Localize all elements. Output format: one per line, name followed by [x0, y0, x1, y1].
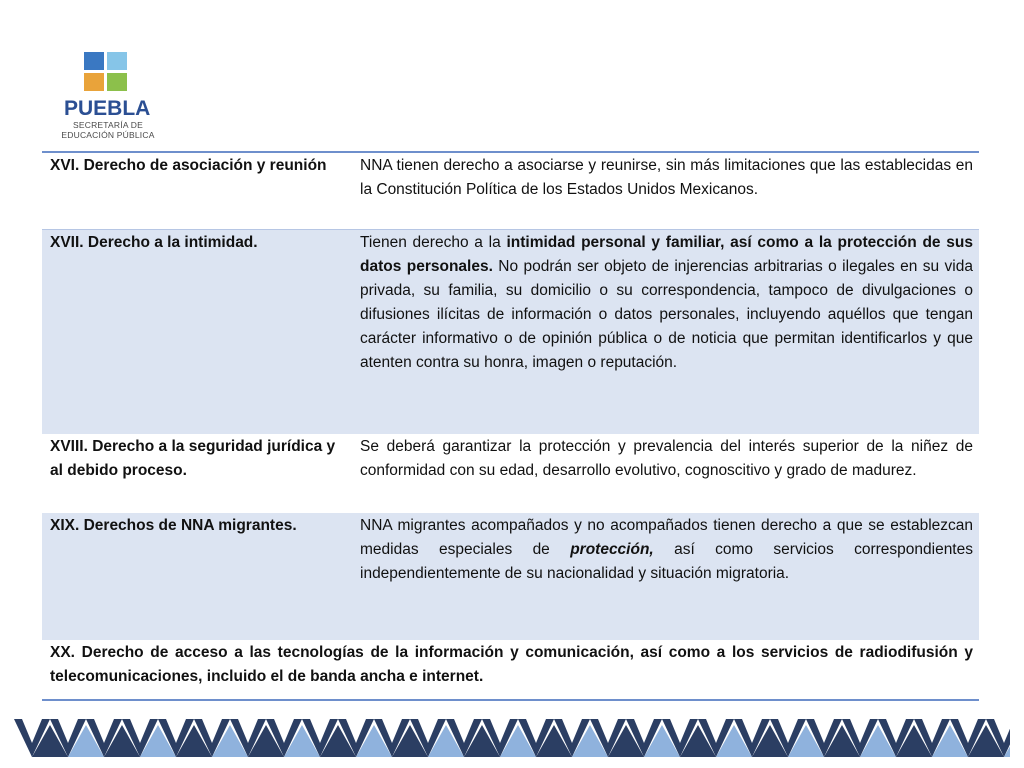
right-description-bold-italic: protección,	[570, 541, 654, 558]
right-description	[352, 513, 979, 640]
right-description-bold: intimidad personal y familiar, así como a la protección de sus datos personales.	[360, 234, 973, 275]
puebla-sep-logo	[52, 50, 164, 142]
decorative-pattern-band	[14, 719, 1010, 757]
logo-subtitle	[52, 120, 164, 140]
logo-subtitle-line2: EDUCACIÓN PÚBLICA	[61, 130, 155, 140]
table-row	[42, 434, 979, 513]
table-row	[42, 229, 979, 434]
logo-squares-icon	[84, 52, 130, 92]
right-description-start: Tienen derecho a la	[360, 234, 507, 251]
right-description: NNA tienen derecho a asociarse y reunirse, sin más limitaciones que las establecidas en la Constitución Política de los Estados Unidos Mexicanos.	[360, 157, 973, 198]
right-description-start: NNA migrantes acompañados y no acompañados tienen derecho a que se establezcan medidas especiales de	[360, 517, 973, 558]
table-row	[42, 153, 979, 229]
right-description-end: No podrán ser objeto de injerencias arbitrarias o ilegales en su vida privada, su familia, su domicilio o su correspondencia, tampoco de divulgaciones o difusiones ilícitas de información o datos personales, incluyendo aquéllos que tengan carácter informativo o de opinión pública o de noticia que permitan identificarlos y que atenten contra su honra, imagen o reputación.	[360, 258, 973, 371]
right-description	[352, 230, 979, 434]
logo-subtitle-line1: SECRETARÍA DE	[73, 120, 143, 130]
rights-table	[42, 151, 979, 701]
table-row	[42, 513, 979, 640]
logo-brand: PUEBLA	[64, 97, 151, 120]
right-title: XVIII. Derecho a la seguridad jurídica y al debido proceso.	[50, 438, 336, 479]
table-row	[42, 640, 979, 699]
right-description: Se deberá garantizar la protección y prevalencia del interés superior de la niñez de conformidad con su edad, desarrollo evolutivo, cognoscitivo y grado de madurez.	[360, 438, 973, 479]
right-title: XVII. Derecho a la intimidad.	[50, 234, 258, 251]
right-title-full-width: XX. Derecho de acceso a las tecnologías de la información y comunicación, así como a los servicios de radiodifusión y telecomunicaciones, incluido el de banda ancha e internet.	[50, 644, 973, 685]
right-description-end: así como servicios correspondientes independientemente de su nacionalidad y situación migratoria.	[360, 541, 973, 582]
right-title: XVI. Derecho de asociación y reunión	[50, 157, 327, 174]
right-title: XIX. Derechos de NNA migrantes.	[50, 517, 297, 534]
